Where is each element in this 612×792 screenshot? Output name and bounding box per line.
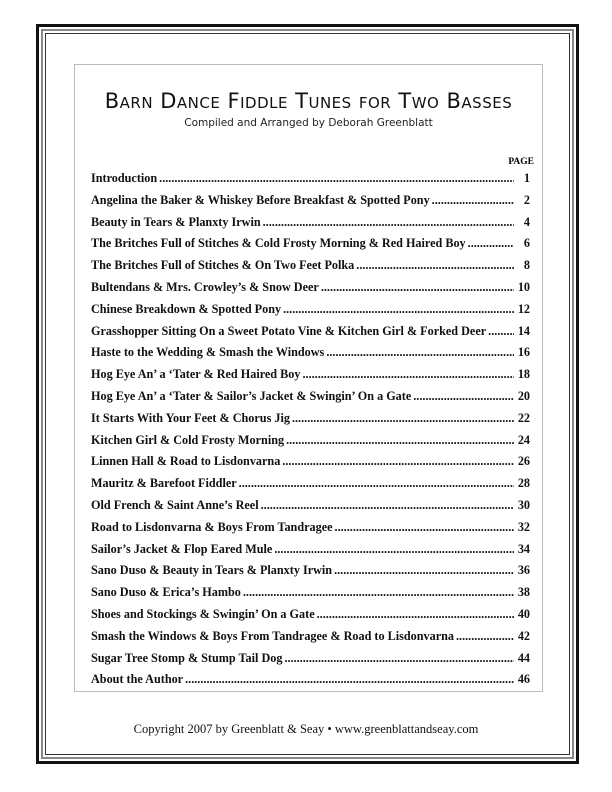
dot-leader (432, 193, 514, 208)
toc-entry-title: Linnen Hall & Road to Lisdonvarna (91, 454, 281, 469)
toc-entry-page: 4 (523, 214, 530, 229)
toc-entry-page: 42 (517, 628, 530, 643)
toc-entry-page: 34 (517, 541, 530, 556)
toc-entry-title: About the Author (91, 672, 184, 687)
toc-entry-page: 28 (517, 476, 530, 491)
dot-leader (159, 171, 514, 186)
dot-leader (302, 367, 514, 382)
toc-entry-page: 38 (517, 585, 530, 600)
toc-entry[interactable] (91, 193, 530, 215)
toc-entry-page: 44 (517, 650, 530, 665)
toc-entry-page: 2 (523, 192, 530, 207)
dot-leader (321, 280, 514, 295)
toc-entry-title: Bultendans & Mrs. Crowley’s & Snow Deer (91, 279, 319, 294)
toc-entry[interactable] (91, 563, 530, 585)
toc-entry-title: Introduction (91, 171, 158, 185)
toc-entry-title: Beauty in Tears & Planxty Irwin (91, 214, 261, 229)
dot-leader (334, 563, 514, 578)
toc-entry-page: 10 (517, 279, 530, 294)
toc-entry-title: Kitchen Girl & Cold Frosty Morning (91, 432, 285, 447)
toc-entry-title: Sugar Tree Stomp & Stump Tail Dog (91, 650, 283, 665)
toc-entry-page: 26 (517, 454, 530, 469)
toc-entry-page: 8 (523, 258, 530, 273)
table-of-contents (91, 171, 530, 694)
dot-leader (413, 389, 514, 404)
toc-entry-title: Hog Eye An’ a ‘Tater & Red Haired Boy (91, 367, 301, 382)
dot-leader (274, 542, 514, 557)
toc-entry[interactable] (91, 672, 530, 694)
dot-leader (456, 629, 514, 644)
toc-entry-title: Sailor’s Jacket & Flop Eared Mule (91, 541, 273, 556)
toc-entry[interactable] (91, 651, 530, 673)
toc-entry[interactable] (91, 258, 530, 280)
dot-leader (335, 520, 514, 535)
toc-entry-title: Sano Duso & Erica’s Hambo (91, 585, 241, 600)
toc-entry[interactable] (91, 498, 530, 520)
toc-entry-title: Mauritz & Barefoot Fiddler (91, 476, 237, 491)
toc-entry[interactable] (91, 367, 530, 389)
toc-entry-page: 32 (517, 519, 530, 534)
toc-entry[interactable] (91, 454, 530, 476)
toc-entry[interactable] (91, 302, 530, 324)
contents-panel (74, 64, 543, 692)
toc-entry-page: 20 (517, 388, 530, 403)
page-column-header: PAGE (508, 157, 534, 167)
toc-entry-title: Shoes and Stockings & Swingin’ On a Gate (91, 606, 315, 621)
dot-leader (356, 258, 514, 273)
toc-entry-page: 12 (517, 301, 530, 316)
toc-entry-page: 1 (523, 171, 530, 185)
dot-leader (284, 651, 514, 666)
book-subtitle: Compiled and Arranged by Deborah Greenblatt (184, 117, 433, 129)
toc-entry[interactable] (91, 345, 530, 367)
toc-entry[interactable] (91, 411, 530, 433)
dot-leader (282, 454, 514, 469)
toc-entry[interactable] (91, 607, 530, 629)
toc-entry-page: 46 (517, 672, 530, 687)
toc-entry-page: 22 (517, 410, 530, 425)
toc-entry-title: It Starts With Your Feet & Chorus Jig (91, 410, 290, 425)
toc-entry-page: 6 (523, 236, 530, 251)
toc-entry-page: 30 (517, 497, 530, 512)
toc-entry[interactable] (91, 236, 530, 258)
dot-leader (239, 476, 514, 491)
toc-entry[interactable] (91, 280, 530, 302)
copyright-footer: Copyright 2007 by Greenblatt & Seay • www.greenblattandseay.com (133, 722, 479, 736)
dot-leader (283, 302, 514, 317)
dot-leader (185, 672, 514, 687)
toc-entry-title: Smash the Windows & Boys From Tandragee & Road to Lisdonvarna (91, 628, 454, 643)
toc-entry[interactable] (91, 542, 530, 564)
toc-entry-title: Road to Lisdonvarna & Boys From Tandragee (91, 519, 333, 534)
dot-leader (488, 324, 514, 339)
toc-entry-page: 40 (517, 606, 530, 621)
dot-leader (292, 411, 514, 426)
toc-entry[interactable] (91, 433, 530, 455)
toc-entry[interactable] (91, 520, 530, 542)
dot-leader (317, 607, 514, 622)
toc-entry-page: 36 (517, 563, 530, 578)
toc-entry-title: Angelina the Baker & Whiskey Before Breakfast & Spotted Pony (91, 192, 430, 207)
toc-entry-page: 16 (517, 345, 530, 360)
dot-leader (326, 345, 514, 360)
dot-leader (468, 236, 514, 251)
dot-leader (243, 585, 514, 600)
toc-entry-title: Haste to the Wedding & Smash the Windows (91, 345, 325, 360)
toc-entry[interactable] (91, 215, 530, 237)
toc-entry-title: Sano Duso & Beauty in Tears & Planxty Irwin (91, 563, 333, 578)
toc-entry[interactable] (91, 585, 530, 607)
toc-entry[interactable] (91, 324, 530, 346)
toc-entry-title: Grasshopper Sitting On a Sweet Potato Vine & Kitchen Girl & Forked Deer (91, 323, 487, 338)
dot-leader (261, 498, 514, 513)
toc-entry-title: Hog Eye An’ a ‘Tater & Sailor’s Jacket & Swingin’ On a Gate (91, 388, 412, 403)
toc-entry-title: The Britches Full of Stitches & Cold Frosty Morning & Red Haired Boy (91, 236, 466, 251)
toc-entry-page: 14 (517, 323, 530, 338)
toc-entry[interactable] (91, 629, 530, 651)
dot-leader (286, 433, 514, 448)
toc-entry-title: Chinese Breakdown & Spotted Pony (91, 301, 282, 316)
toc-entry[interactable] (91, 171, 530, 193)
dot-leader (263, 215, 514, 230)
toc-entry-page: 24 (517, 432, 530, 447)
toc-entry[interactable] (91, 389, 530, 411)
toc-entry-title: Old French & Saint Anne’s Reel (91, 497, 259, 512)
book-title: Barn Dance Fiddle Tunes for Two Basses (104, 89, 513, 113)
toc-entry-title: The Britches Full of Stitches & On Two Feet Polka (91, 258, 355, 273)
toc-entry-page: 18 (517, 367, 530, 382)
toc-entry[interactable] (91, 476, 530, 498)
